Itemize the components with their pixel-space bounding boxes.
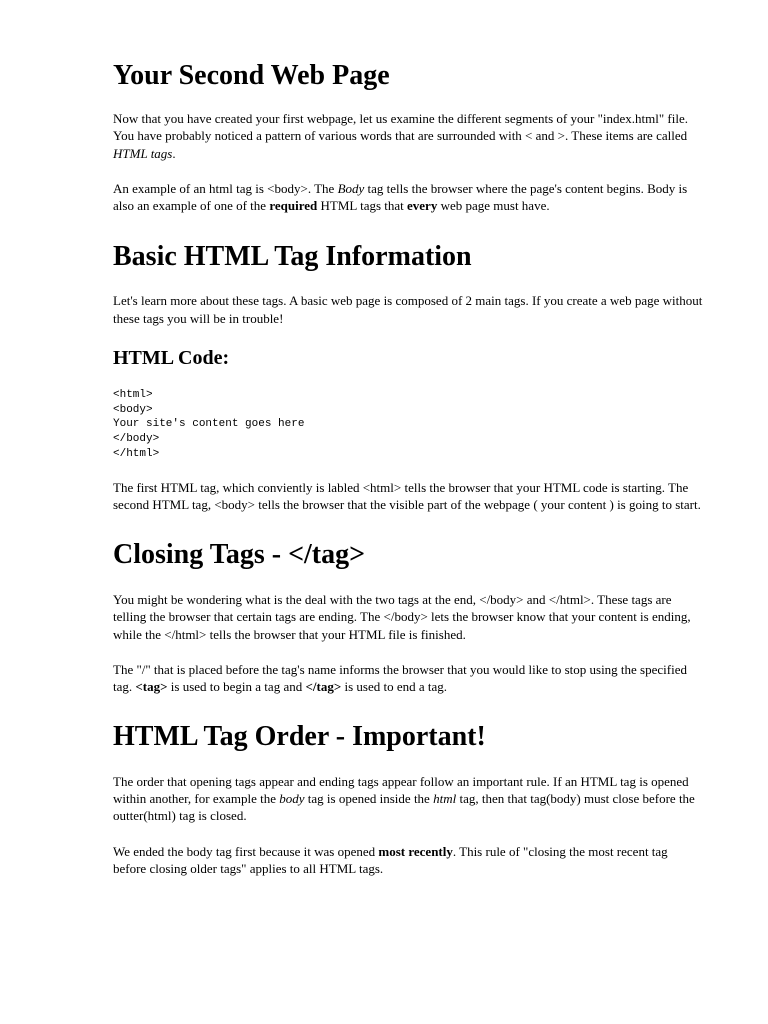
text-run: tag, then that tag(body) must close before the outter(html) tag is closed. [113,790,695,824]
emphasis-html: html [433,790,457,806]
intro-paragraph-2 [113,180,703,215]
text-run: . This rule of "closing the most recent tag before closing older tags" applies to all HTML tags. [113,843,668,876]
code-block: <html> <body> Your site's content goes here </body> </html> [113,389,305,460]
text-run: The order that opening tags appear and ending tags appear follow an important rule. If an HTML tag is opened within another, for example the [113,773,689,806]
text-run: The "/" that is placed before the tag's name informs the browser that you would like to stop using the specified tag. [113,662,687,695]
order-paragraph-2 [113,843,703,878]
text-run: HTML tags that [317,198,408,214]
text-run: web page must have. [437,198,550,214]
basic-paragraph-1: Let's learn more about these tags. A basic web page is composed of 2 main tags. If you create a web page without these tags you will be in trouble! [113,293,703,326]
section-title-your-second-web-page: Your Second Web Page [113,60,390,91]
text-run: . [172,145,176,161]
code-heading: HTML Code: [113,347,230,370]
text-run: is used to begin a tag and [167,679,306,695]
text-run: tag is opened inside the [304,790,434,806]
strong-every: every [407,198,438,214]
closing-paragraph-2 [113,661,703,696]
document-page [113,56,703,877]
text-run: We ended the body tag first because it was opened [113,843,379,859]
order-paragraph-1 [113,773,703,825]
basic-paragraph-2: The first HTML tag, which conviently is labled <html> tells the browser that your HTML code is starting. The second HTML tag, <body> tells the browser that the visible part of the webpage ( your content ) is going to start. [113,479,701,512]
strong-open-tag: <tag> [135,679,168,695]
strong-required: required [269,198,318,214]
intro-paragraph-1 [113,110,703,162]
emphasis-html-tags: HTML tags [113,145,173,161]
strong-close-tag: </tag> [305,679,342,695]
strong-most-recently: most recently [378,843,453,859]
emphasis-body: Body [337,180,365,196]
text-run: tag tells the browser where the page's content begins. Body is also an example of one of the [113,180,688,214]
text-run: is used to end a tag. [341,679,448,695]
section-title-closing-tags: Closing Tags - </tag> [113,539,366,571]
section-title-basic-html-tag-information: Basic HTML Tag Information [113,241,472,273]
text-run: Now that you have created your first webpage, let us examine the different segments of your "index.html" file. You have probably noticed a pattern of various words that are surrounded with < and >. These items are called [113,111,688,144]
closing-paragraph-1: You might be wondering what is the deal with the two tags at the end, </body> and </html>. These tags are telling the browser that certain tags are ending. The </body> lets the browser know that your content is ending, while the </html> tells the browser that your HTML file is finished. [113,592,691,642]
emphasis-body: body [279,790,305,806]
text-run: An example of an html tag is <body>. The [113,180,338,196]
section-title-html-tag-order: HTML Tag Order - Important! [113,720,486,752]
